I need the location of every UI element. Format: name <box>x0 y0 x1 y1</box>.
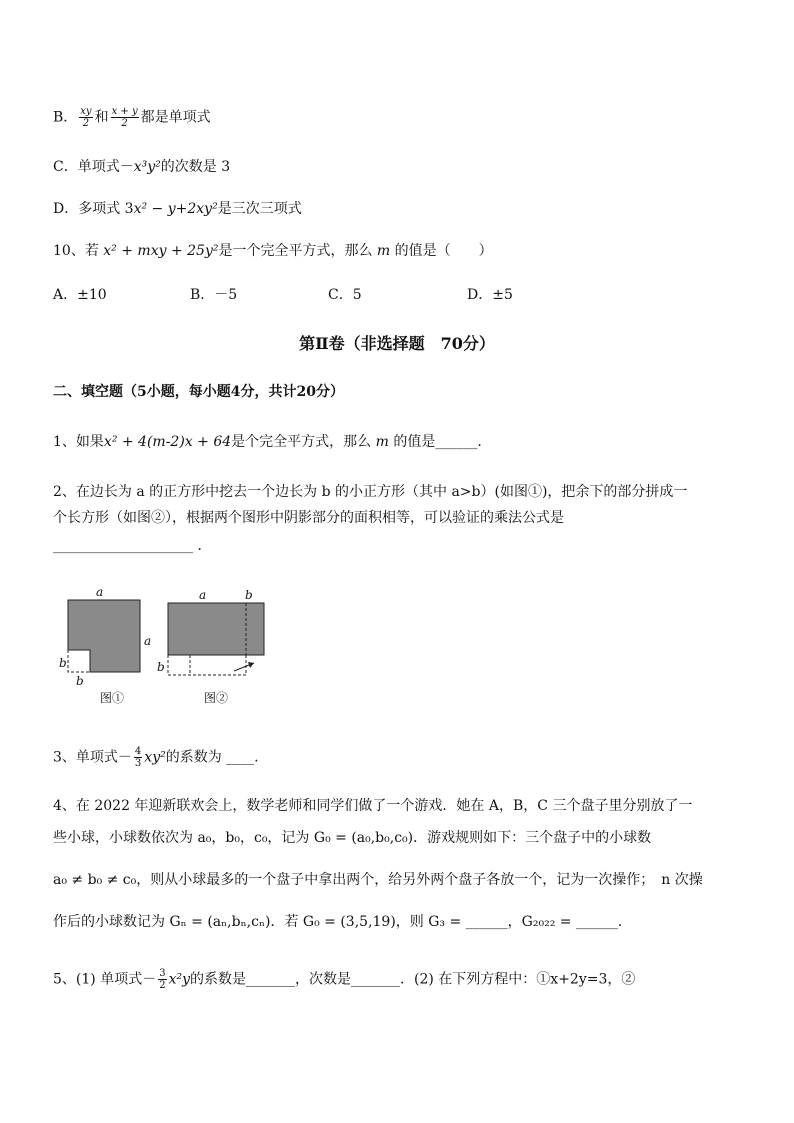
fig1-label-a-top: a <box>96 585 104 599</box>
fill-question-5: 5、(1) 单项式－ $\frac{3}{2}$ x²y的系数是_______，次数是_______．(2) 在下列方程中：①x+2y=3，② <box>53 968 636 991</box>
figure-1-removed-square <box>68 650 90 672</box>
section-2-title: 第Ⅱ卷（非选择题 70分） <box>299 334 495 353</box>
fill-question-4-line-3: a₀ ≠ b₀ ≠ c₀，则从小球最多的一个盘子中拿出两个，给另外两个盘子各放一个，记为一次操作； n 次操 <box>53 872 703 888</box>
part-2-title: 二、填空题（5小题，每小题4分，共计20分） <box>53 384 344 400</box>
q10-option-b: B．－5 <box>190 287 238 303</box>
fill-question-3: 3、单项式－ $\frac{4}{3}$ xy²的系数为 ____. <box>53 746 259 769</box>
fraction-4-over-3: $\frac{4}{3}$ <box>134 746 142 769</box>
fill-question-4-line-4: 作后的小球数记为 Gₙ = (aₙ,bₙ,cₙ)．若 G₀ = (3,5,19)，则 G₃ = ______，G₂₀₂₂ = ______. <box>53 914 623 930</box>
fraction-3-over-2: $\frac{3}{2}$ <box>159 968 166 991</box>
fill-question-2-line-2: 个长方形（如图②），根据两个图形中阴影部分的面积相等，可以验证的乘法公式是 <box>53 510 564 526</box>
fig2-caption: 图② <box>204 691 229 705</box>
fig2-label-b-left: b <box>157 660 165 674</box>
fig1-label-b-bottom: b <box>76 674 84 688</box>
figure-2-dashed-strip <box>168 655 246 675</box>
fig1-caption: 图① <box>100 691 125 705</box>
fill-question-1: 1、如果x² + 4(m-2)x + 64是个完全平方式，那么 m 的值是______. <box>53 434 482 450</box>
q10-option-d: D．±5 <box>467 287 513 303</box>
fill-question-2-line-3: ____________________ ． <box>53 538 212 554</box>
fraction-xy-over-2: $\frac{xy}{2}$ <box>80 106 92 129</box>
q10-option-c: C．5 <box>328 287 362 303</box>
figure-2-shaded-rectangle <box>168 603 264 655</box>
fig2-label-b-top: b <box>245 588 253 602</box>
fig1-label-a-right: a <box>144 634 152 648</box>
fill-question-4-line-2: 些小球，小球数依次为 a₀，b₀，c₀，记为 G₀ = (a₀,b₀,c₀)．游戏规则如下：三个盘子中的小球数 <box>53 830 652 846</box>
fraction-x-plus-y-over-2: $\frac{x + y}{2}$ <box>111 106 138 129</box>
option-c: C．单项式－x³y²的次数是 3 <box>53 159 231 175</box>
q10-option-a: A．±10 <box>53 287 107 303</box>
option-b: B． $\frac{xy}{2}$ 和 $\frac{x + y}{2}$ 都是单项式 <box>53 106 211 129</box>
fig1-label-b-left: b <box>59 656 67 670</box>
option-d: D．多项式 3x² − y+2xy²是三次三项式 <box>53 201 302 217</box>
fill-question-2-line-1: 2、在边长为 a 的正方形中挖去一个边长为 b 的小正方形（其中 a>b）(如图①)，把余下的部分拼成一 <box>53 484 688 500</box>
question-10: 10、若 x² + mxy + 25y²是一个完全平方式，那么 m 的值是（ ） <box>53 243 493 259</box>
fill-question-4-line-1: 4、在 2022 年迎新联欢会上，数学老师和同学们做了一个游戏．她在 A，B，C 三个盘子里分别放了一 <box>53 798 693 814</box>
figure-1-shaded-region <box>68 600 140 672</box>
fig2-label-a-top: a <box>199 588 207 602</box>
